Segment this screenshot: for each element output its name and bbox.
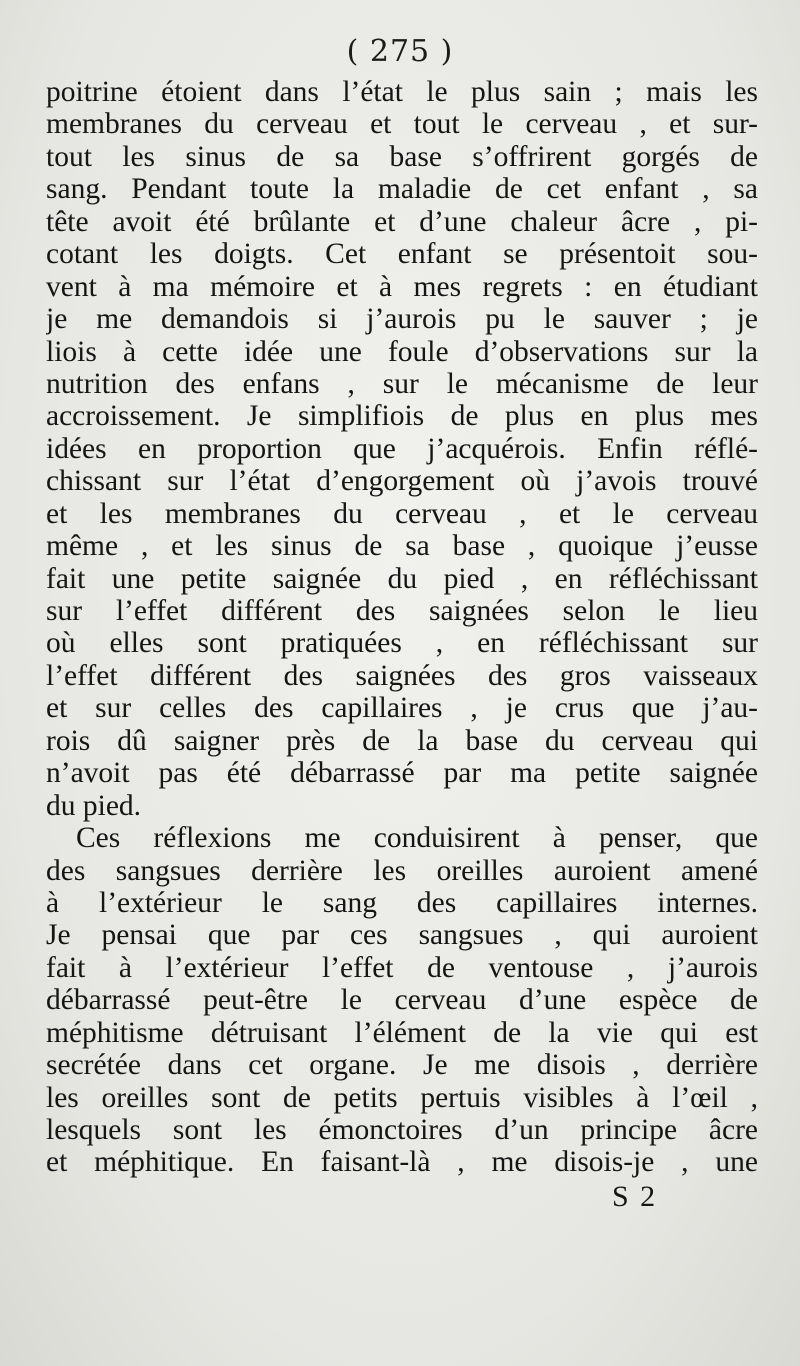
text-line: fait une petite saignée du pied , en réfléchissant xyxy=(46,562,758,595)
page-number: ( 275 ) xyxy=(346,34,454,69)
text-line: liois à cette idée une foule d’observations sur la xyxy=(46,335,758,368)
text-line: sang. Pendant toute la maladie de cet enfant , sa xyxy=(46,173,758,206)
text-line: n’avoit pas été débarrassé par ma petite saignée xyxy=(46,757,758,790)
text-line: l’effet différent des saignées des gros vaisseaux xyxy=(46,659,758,692)
text-line: vent à ma mémoire et à mes regrets : en étudiant xyxy=(46,270,758,303)
text-line: membranes du cerveau et tout le cerveau , et sur- xyxy=(46,108,758,141)
text-line: poitrine étoient dans l’état le plus sain ; mais les xyxy=(46,76,758,108)
text-line: accroissement. Je simplifiois de plus en plus mes xyxy=(46,400,758,433)
text-line: débarrassé peut-être le cerveau d’une espèce de xyxy=(46,984,758,1017)
text-line: sur l’effet différent des saignées selon le lieu xyxy=(46,595,758,627)
text-line: je me demandois si j’aurois pu le sauver ; je xyxy=(46,303,758,336)
text-line: les oreilles sont de petits pertuis visibles à l’œil , xyxy=(46,1081,758,1114)
text-line: et les membranes du cerveau , et le cerveau xyxy=(46,497,758,530)
text-line: secrétée dans cet organe. Je me disois , derrière xyxy=(46,1049,758,1082)
text-line: et sur celles des capillaires , je crus que j’au- xyxy=(46,692,758,725)
text-line: même , et les sinus de sa base , quoique j’eusse xyxy=(46,530,758,563)
body-text xyxy=(46,76,758,1179)
text-line: nutrition des enfans , sur le mécanisme de leur xyxy=(46,367,758,400)
text-line: cotant les doigts. Cet enfant se présentoit sou- xyxy=(46,238,758,271)
text-line: où elles sont pratiquées , en réfléchissant sur xyxy=(46,627,758,660)
signature-mark: S 2 xyxy=(612,1180,658,1213)
text-line: lesquels sont les émonctoires d’un principe âcre xyxy=(46,1114,758,1146)
text-line: du pied. xyxy=(46,789,142,822)
text-line: et méphitique. En faisant-là , me disois-je , une xyxy=(46,1146,758,1179)
text-line: des sangsues derrière les oreilles auroient amené xyxy=(46,854,758,887)
text-line: Je pensai que par ces sangsues , qui auroient xyxy=(46,919,758,952)
text-line: idées en proportion que j’acquérois. Enfin réflé- xyxy=(46,432,758,465)
text-line: tout les sinus de sa base s’offrirent gorgés de xyxy=(46,140,758,173)
text-line: fait à l’extérieur l’effet de ventouse , j’aurois xyxy=(46,951,758,984)
text-line: chissant sur l’état d’engorgement où j’avois trouvé xyxy=(46,465,758,498)
paragraph-start-line: Ces réflexions me conduisirent à penser, que xyxy=(76,822,758,855)
text-line: méphitisme détruisant l’élément de la vie qui est xyxy=(46,1016,758,1049)
text-line: rois dû saigner près de la base du cerveau qui xyxy=(46,724,758,757)
text-line: à l’extérieur le sang des capillaires internes. xyxy=(46,886,758,919)
text-line: tête avoit été brûlante et d’une chaleur âcre , pi- xyxy=(46,205,758,238)
